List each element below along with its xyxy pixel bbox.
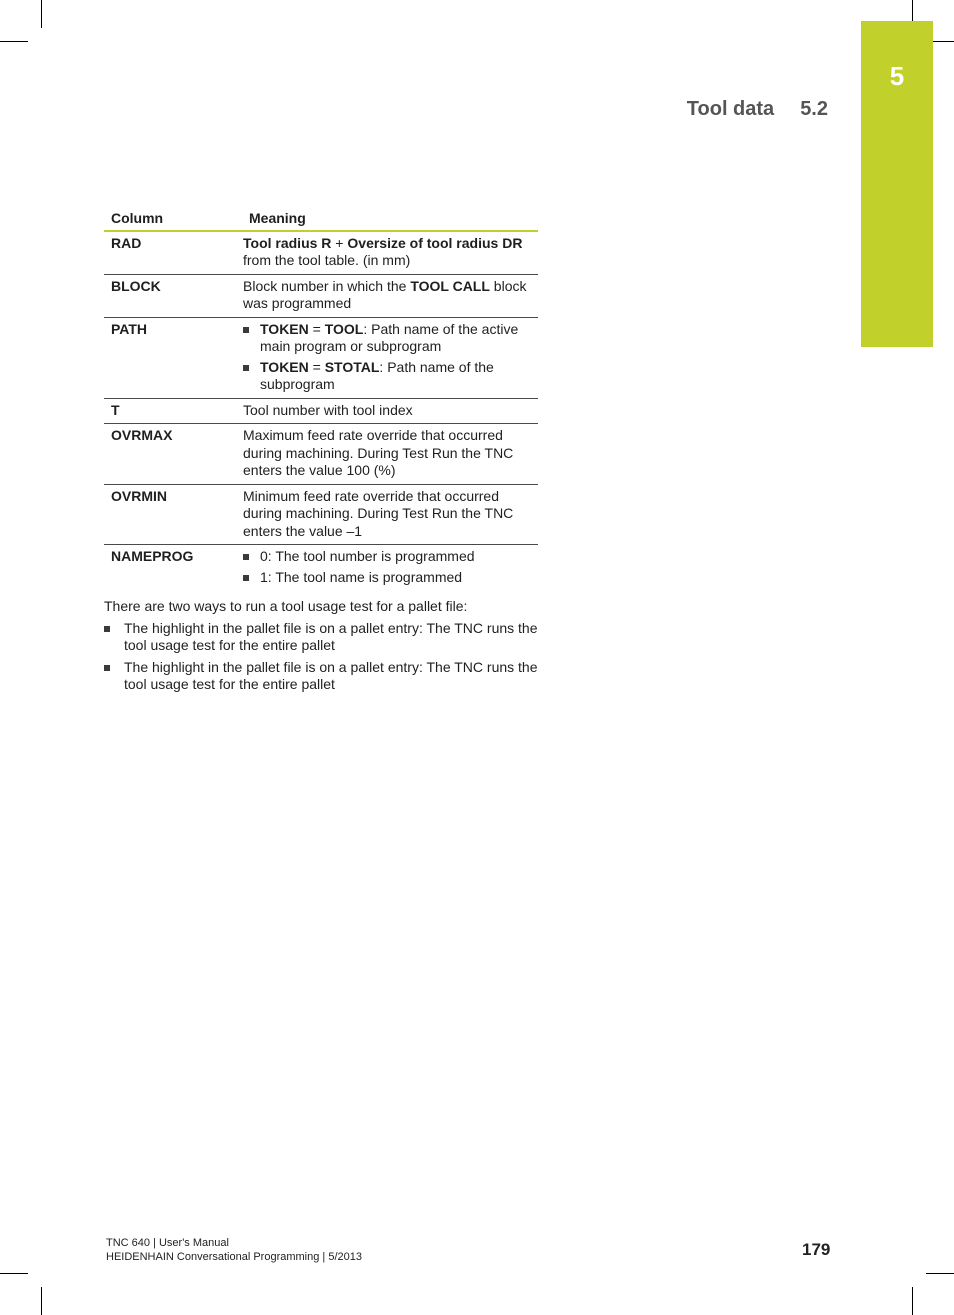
column-name-cell: T xyxy=(104,398,242,424)
list-item: The highlight in the pallet file is on a pallet entry: The TNC runs the tool usage test for the entire pallet xyxy=(104,620,544,655)
table-row xyxy=(104,317,538,398)
bold-text: TOOL CALL xyxy=(410,277,490,294)
meaning-bullet-list xyxy=(243,548,538,586)
body-bullet-list xyxy=(104,620,544,694)
header-title: Tool data xyxy=(686,98,775,120)
meaning-cell xyxy=(242,484,538,545)
bold-text: STOTAL xyxy=(324,358,380,375)
column-table xyxy=(104,209,538,590)
table-header-row xyxy=(104,209,538,231)
bold-text: TOKEN xyxy=(260,358,309,375)
table-row xyxy=(104,274,538,317)
meaning-cell xyxy=(242,545,538,591)
column-name-cell: OVRMAX xyxy=(104,424,242,485)
page-number: 179 xyxy=(802,1240,831,1259)
text-run: = xyxy=(308,358,325,375)
meaning-cell xyxy=(242,398,538,424)
column-name-cell: NAMEPROG xyxy=(111,548,194,564)
meaning-cell xyxy=(242,274,538,317)
footer-line-programming: HEIDENHAIN Conversational Programming | 5/2013 xyxy=(106,1251,362,1263)
bold-text: DR xyxy=(502,234,523,251)
intro-paragraph: There are two ways to run a tool usage test for a pallet file: xyxy=(104,598,468,614)
column-name-cell: PATH xyxy=(104,317,242,398)
crop-mark xyxy=(912,1287,913,1315)
list-item: The highlight in the pallet file is on a pallet entry: The TNC runs the tool usage test for the entire pallet xyxy=(104,659,544,694)
text-run: Block number in which the xyxy=(243,277,411,294)
list-item xyxy=(243,548,538,566)
list-item xyxy=(243,321,538,356)
crop-mark xyxy=(0,1273,28,1274)
column-name-cell: OVRMIN xyxy=(104,484,242,545)
meaning-cell xyxy=(242,317,538,398)
text-run: from the tool table. (in mm) xyxy=(243,252,411,268)
text-run: Minimum feed rate override that occurred during machining. During Test Run the TNC enters the value –1 xyxy=(243,487,514,539)
bold-text: Tool radius R xyxy=(243,234,332,251)
chapter-tab xyxy=(861,21,933,347)
meaning-cell xyxy=(242,424,538,485)
body-section xyxy=(104,598,544,698)
crop-mark xyxy=(41,1287,42,1315)
text-run: 0: The tool number is programmed xyxy=(260,548,475,564)
text-run: block was programmed xyxy=(243,277,527,311)
table-row xyxy=(104,545,538,591)
bold-text: Oversize of tool radius xyxy=(347,234,499,251)
table-row xyxy=(104,484,538,545)
table-row xyxy=(104,398,538,424)
header-section: 5.2 xyxy=(800,98,828,120)
page-header xyxy=(687,98,828,121)
column-name-cell: RAD xyxy=(104,231,242,275)
chapter-number: 5 xyxy=(889,61,905,91)
text-run: + xyxy=(331,234,348,251)
crop-mark xyxy=(926,1273,954,1274)
meaning-cell xyxy=(242,231,538,275)
crop-mark xyxy=(0,41,28,42)
column-name-cell: BLOCK xyxy=(104,274,242,317)
table-body xyxy=(104,231,538,591)
text-run: Maximum feed rate override that occurred during machining. During Test Run the TNC enters the value 100 (%) xyxy=(243,427,514,478)
text-run: Tool number with tool index xyxy=(243,401,413,418)
table-row xyxy=(104,231,538,275)
footer-line-manual: TNC 640 | User's Manual xyxy=(106,1237,229,1249)
footer-text xyxy=(106,1236,362,1264)
meaning-bullet-list xyxy=(243,321,538,394)
list-item xyxy=(243,569,538,587)
text-run: = xyxy=(308,320,325,337)
crop-mark xyxy=(41,0,42,28)
text-run: : Path name of the subprogram xyxy=(260,358,494,392)
text-run: 1: The tool name is programmed xyxy=(260,568,463,585)
list-item xyxy=(243,359,538,394)
meaning-header: Meaning xyxy=(242,209,538,231)
bold-text: TOKEN xyxy=(260,320,309,337)
column-header: Column xyxy=(104,209,242,231)
table-row xyxy=(104,424,538,485)
bold-text: TOOL xyxy=(324,320,364,337)
text-run: : Path name of the active main program or subprogram xyxy=(260,320,519,354)
